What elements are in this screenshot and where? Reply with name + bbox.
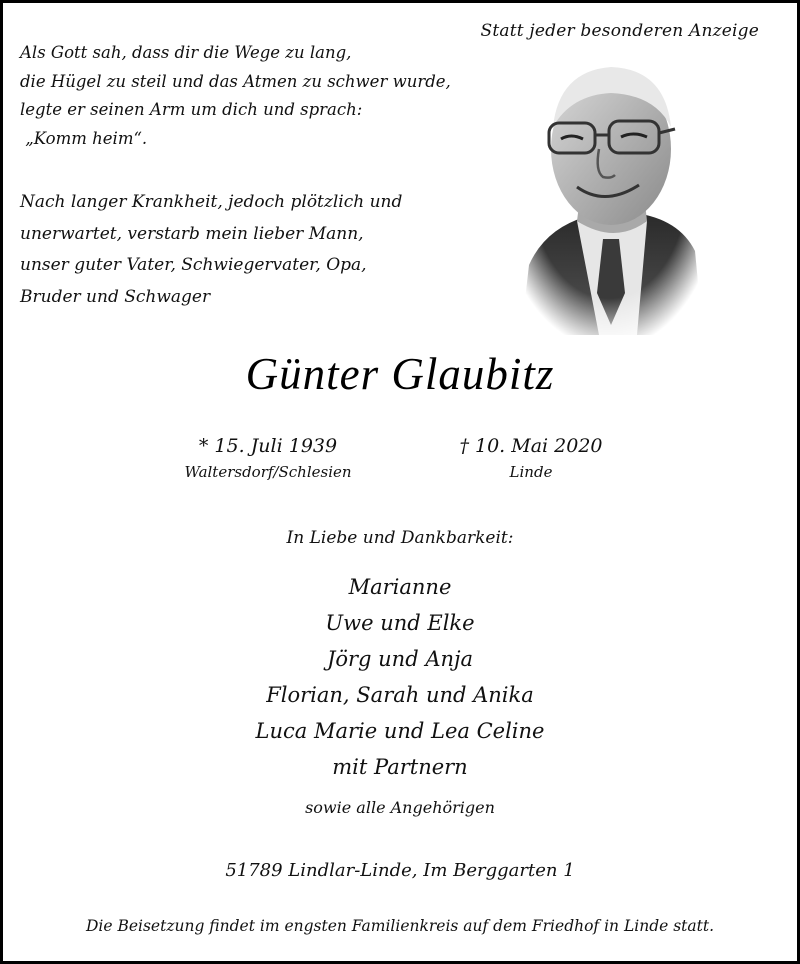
death-place: Linde [509,463,553,481]
funeral-note: Die Beisetzung findet im engsten Familienkreis auf dem Friedhof in Linde statt. [85,917,715,935]
intro-text [20,187,500,313]
family-member: Florian, Sarah und Anika [266,683,534,707]
birth-place: Waltersdorf/Schlesien [184,463,352,481]
verse-line: „Komm heim“. [20,128,148,148]
thanks-line: In Liebe und Dankbarkeit: [286,528,514,548]
verse-line: legte er seinen Arm um dich und sprach: [20,100,363,119]
portrait-photo [515,53,703,335]
family-member: Luca Marie und Lea Celine [255,719,545,743]
intro-line: unser guter Vater, Schwiegervater, Opa, [20,255,367,275]
relatives-line: sowie alle Angehörigen [305,798,495,817]
verse-line: die Hügel zu steil und das Atmen zu schwer wurde, [20,71,451,91]
birth-info [138,435,398,481]
intro-line: Nach langer Krankheit, jedoch plötzlich und [20,192,403,212]
address: 51789 Lindlar-Linde, Im Berggarten 1 [225,860,575,881]
family-member: Uwe und Elke [325,611,475,635]
family-member: mit Partnern [332,755,468,779]
family-member: Marianne [348,575,452,599]
verse-line: Als Gott sah, dass dir die Wege zu lang, [20,43,352,62]
intro-line: Bruder und Schwager [20,286,211,307]
intro-line: unerwartet, verstarb mein lieber Mann, [20,223,364,244]
death-date: † 10. Mai 2020 [459,435,603,457]
header-note: Statt jeder besonderen Anzeige [480,21,759,41]
deceased-name: Günter Glaubitz [245,349,555,399]
verse [20,39,500,153]
birth-date: * 15. Juli 1939 [198,435,338,457]
death-info [401,435,661,481]
family-member: Jörg und Anja [326,647,474,671]
portrait-illustration [515,53,703,335]
family-list [3,569,797,785]
